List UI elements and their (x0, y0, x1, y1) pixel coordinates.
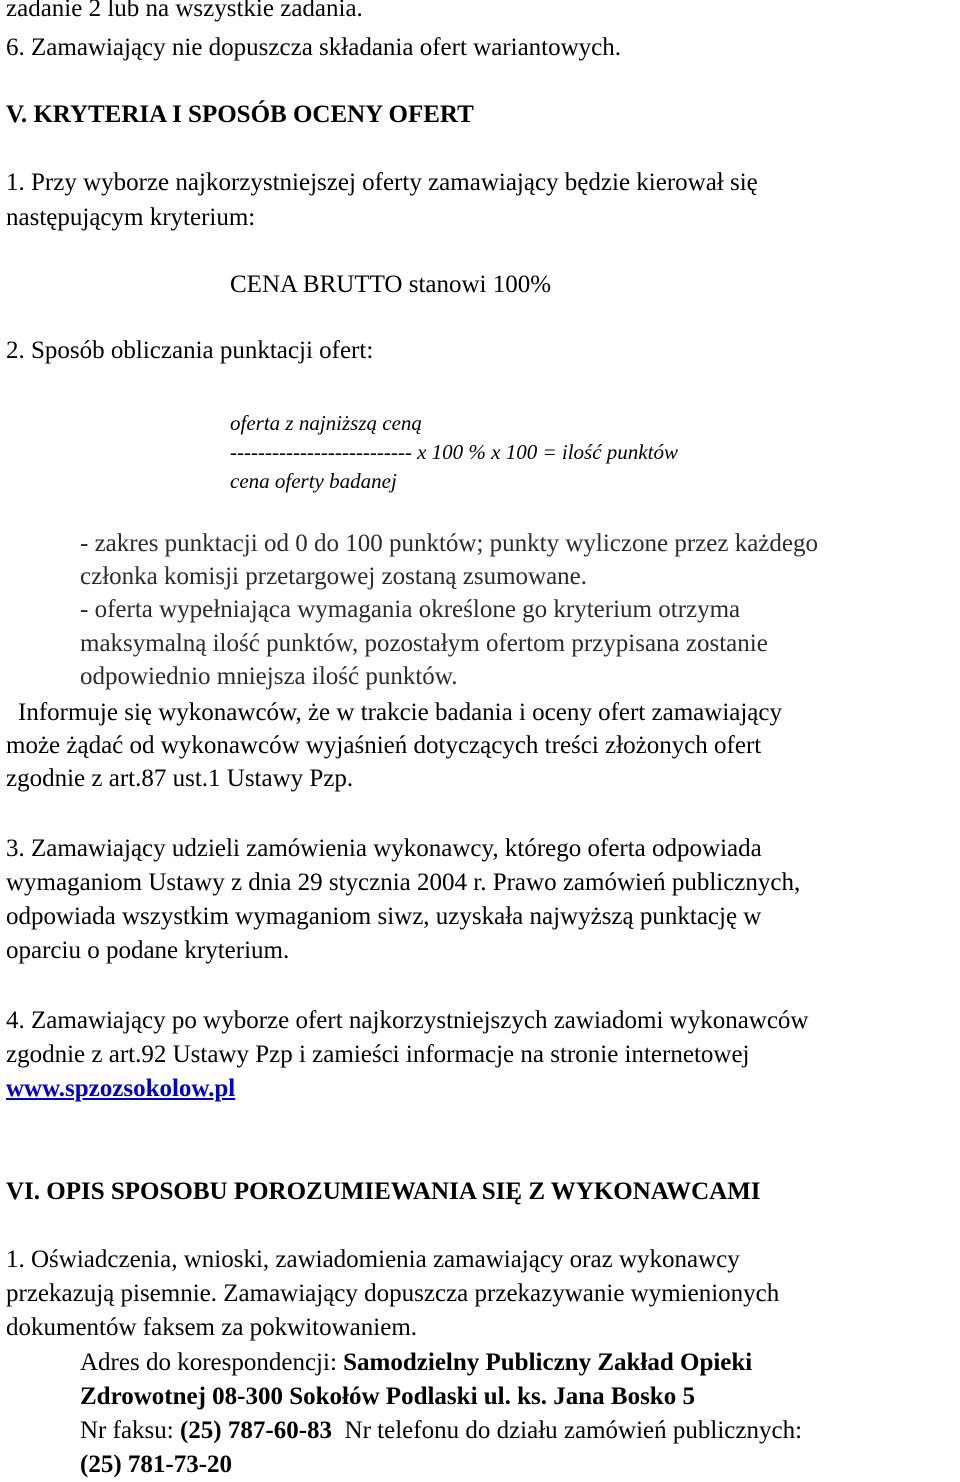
paragraph-line: oparciu o podane kryterium. (6, 937, 290, 964)
section-heading: V. KRYTERIA I SPOSÓB OCENY OFERT (6, 101, 474, 128)
address-line-bold: Zdrowotnej 08-300 Sokołów Podlaski ul. ks. Jana Bosko 5 (80, 1383, 695, 1410)
paragraph-line: może żądać od wykonawców wyjaśnień dotyczących treści złożonych ofert (6, 732, 762, 759)
criterion-label: CENA BRUTTO stanowi 100% (230, 271, 552, 298)
paragraph-line: 1. Oświadczenia, wnioski, zawiadomienia zamawiający oraz wykonawcy (6, 1246, 740, 1273)
paragraph-line: zgodnie z art.92 Ustawy Pzp i zamieści informacje na stronie internetowej (6, 1041, 750, 1068)
paragraph-line: dokumentów faksem za pokwitowaniem. (6, 1314, 418, 1341)
text-line: 6. Zamawiający nie dopuszcza składania ofert wariantowych. (6, 34, 622, 61)
bullet-line: maksymalną ilość punktów, pozostałym ofertom przypisana zostanie (80, 630, 768, 657)
phone-label: Nr telefonu do działu zamówień publicznych: (332, 1417, 803, 1444)
paragraph-line: Informuje się wykonawców, że w trakcie badania i oceny ofert zamawiający (18, 699, 783, 726)
paragraph-line: 2. Sposób obliczania punktacji ofert: (6, 337, 374, 364)
formula-fraction-line: -------------------------- x 100 % x 100 = ilość punktów (230, 440, 678, 464)
paragraph-line: przekazują pisemnie. Zamawiający dopuszcza przekazywanie wymienionych (6, 1280, 780, 1307)
contact-line (80, 1416, 802, 1446)
paragraph-line: wymaganiom Ustawy z dnia 29 stycznia 2004 r. Prawo zamówień publicznych, (6, 869, 801, 896)
address-label: Adres do korespondencji: (80, 1349, 344, 1376)
bullet-line: członka komisji przetargowej zostaną zsumowane. (80, 563, 588, 590)
section-heading: VI. OPIS SPOSOBU POROZUMIEWANIA SIĘ Z WYKONAWCAMI (6, 1178, 761, 1205)
text-line: zadanie 2 lub na wszystkie zadania. (6, 0, 363, 22)
paragraph-line: 1. Przy wyborze najkorzystniejszej oferty zamawiający będzie kierował się (6, 169, 758, 196)
fax-label: Nr faksu: (80, 1417, 180, 1444)
address-line (80, 1348, 752, 1378)
bullet-line: - oferta wypełniająca wymagania określone go kryterium otrzyma (80, 596, 741, 623)
paragraph-line: następującym kryterium: (6, 204, 256, 231)
website-link[interactable]: www.spzozsokolow.pl (6, 1075, 236, 1102)
address-name: Samodzielny Publiczny Zakład Opieki (343, 1349, 753, 1376)
formula-denominator: cena oferty badanej (230, 469, 397, 493)
paragraph-line: odpowiada wszystkim wymaganiom siwz, uzyskała najwyższą punktację w (6, 903, 762, 930)
fax-number: (25) 787-60-83 (179, 1417, 333, 1444)
bullet-line: - zakres punktacji od 0 do 100 punktów; punkty wyliczone przez każdego (80, 530, 818, 557)
paragraph-line: zgodnie z art.87 ust.1 Ustawy Pzp. (6, 765, 354, 792)
phone-number: (25) 781-73-20 (80, 1451, 233, 1478)
paragraph-line: 4. Zamawiający po wyborze ofert najkorzystniejszych zawiadomi wykonawców (6, 1007, 809, 1034)
paragraph-line: 3. Zamawiający udzieli zamówienia wykonawcy, którego oferta odpowiada (6, 835, 762, 862)
bullet-line: odpowiednio mniejsza ilość punktów. (80, 663, 458, 690)
formula-numerator: oferta z najniższą ceną (230, 411, 422, 435)
